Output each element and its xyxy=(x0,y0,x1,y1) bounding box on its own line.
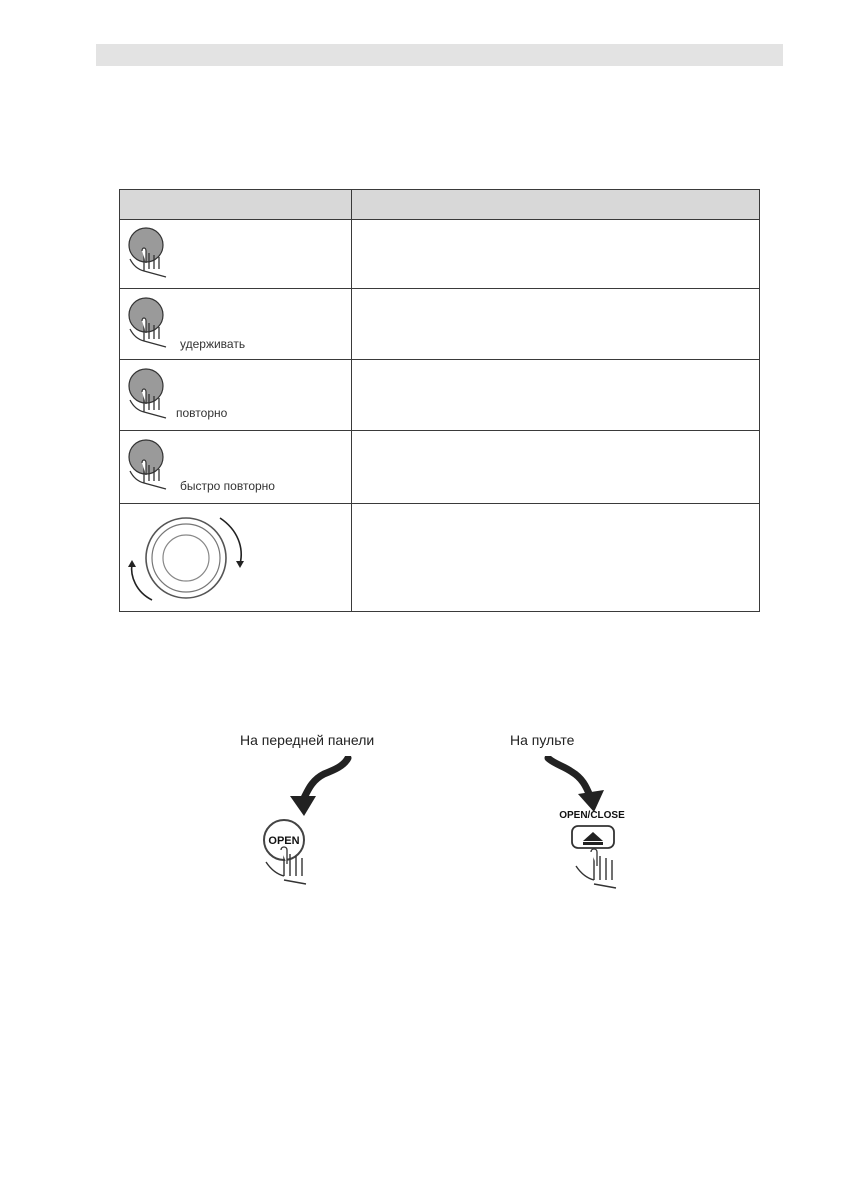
table-row xyxy=(120,220,760,289)
curved-arrow-icon xyxy=(282,756,362,816)
icon-cell xyxy=(120,431,352,504)
open-button-label: OPEN xyxy=(268,835,300,847)
description-cell xyxy=(352,289,760,360)
description-cell xyxy=(352,504,760,612)
gesture-label: удерживать xyxy=(180,337,246,351)
table-header-cell xyxy=(120,190,352,220)
open-close-button-icon xyxy=(556,808,646,898)
table-row xyxy=(120,289,760,360)
rotate-knob-icon xyxy=(124,506,254,610)
table-row xyxy=(120,360,760,431)
curved-arrow-icon xyxy=(542,756,622,816)
open-button-icon xyxy=(258,816,338,896)
press-hold-icon xyxy=(126,291,186,357)
description-cell xyxy=(352,431,760,504)
description-cell xyxy=(352,360,760,431)
table-header-row xyxy=(120,190,760,220)
table-row xyxy=(120,431,760,504)
gesture-label: быстро повторно xyxy=(180,479,275,493)
open-close-label: OPEN/CLOSE xyxy=(559,810,625,821)
open-button-diagram xyxy=(238,728,638,900)
press-icon xyxy=(126,221,186,287)
page-header-bar xyxy=(96,44,783,66)
icon-cell xyxy=(120,360,352,431)
table-row xyxy=(120,504,760,612)
icon-cell xyxy=(120,220,352,289)
front-panel-label: На передней панели xyxy=(240,732,375,748)
description-cell xyxy=(352,220,760,289)
gesture-label: повторно xyxy=(176,406,228,420)
icon-cell xyxy=(120,504,352,612)
operations-table xyxy=(119,189,760,612)
remote-label: На пульте xyxy=(510,732,575,748)
icon-cell xyxy=(120,289,352,360)
table-header-cell xyxy=(352,190,760,220)
press-fast-repeat-icon xyxy=(126,433,186,499)
